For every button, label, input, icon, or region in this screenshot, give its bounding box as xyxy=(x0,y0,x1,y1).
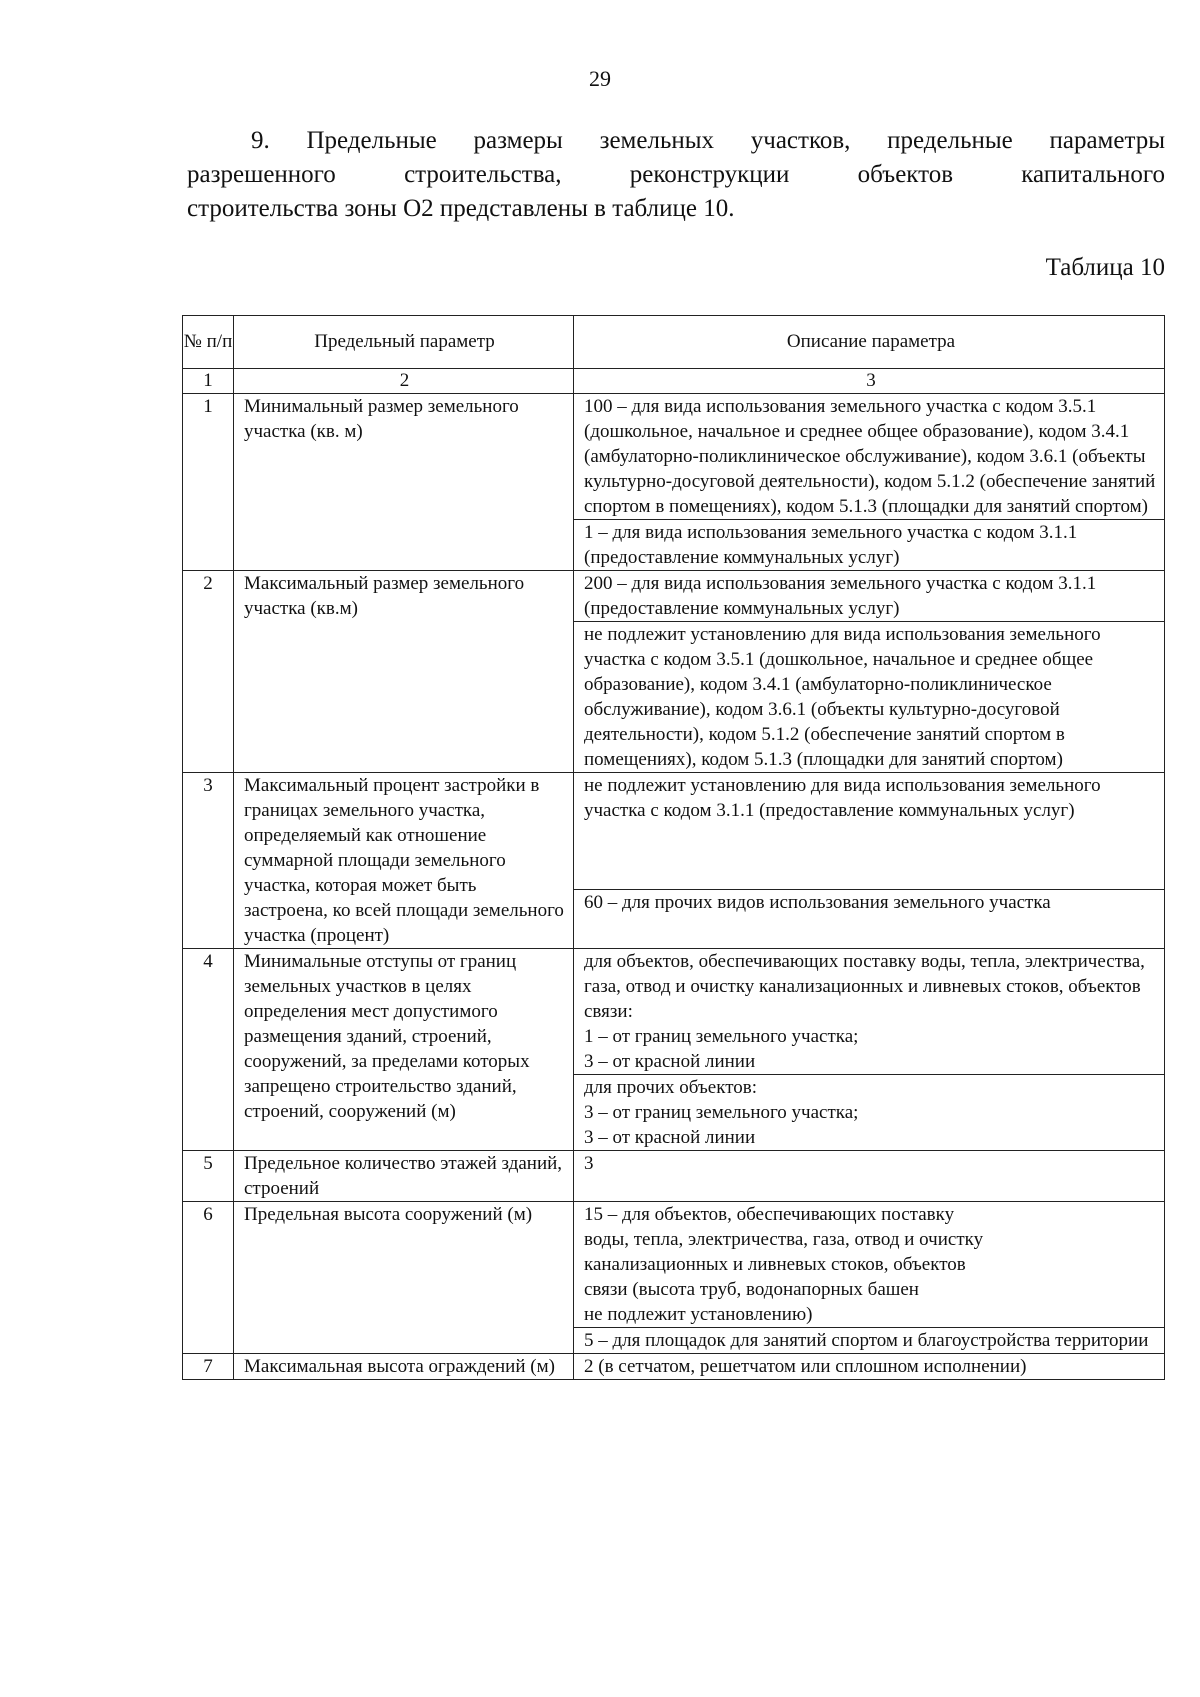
row-description: 2 (в сетчатом, решетчатом или сплошном исполнении) xyxy=(574,1354,1165,1380)
row-number: 4 xyxy=(183,949,234,1151)
row-parameter: Максимальный процент застройки в границах земельного участка, определяемый как отношение суммарной площади земельного участка, которая может быть застроена, ко всей площади земельного участка (процент) xyxy=(234,773,574,949)
table-row xyxy=(183,1151,1165,1202)
column-numbers-row xyxy=(183,369,1165,394)
intro-paragraph xyxy=(187,124,1165,226)
column-number: 1 xyxy=(183,369,234,394)
header-num: № п/п xyxy=(183,316,234,369)
intro-line: 9. Предельные размеры земельных участков, предельные параметры xyxy=(251,127,1165,154)
table-row xyxy=(183,1202,1165,1328)
row-parameter: Минимальный размер земельного участка (кв. м) xyxy=(234,394,574,571)
row-description: 15 – для объектов, обеспечивающих поставку воды, тепла, электричества, газа, отвод и очистку канализационных и ливневых стоков, объектов связи (высота труб, водонапорных башен не подлежит установлению) xyxy=(574,1202,1165,1328)
row-description: 3 xyxy=(574,1151,1165,1202)
row-parameter: Максимальная высота ограждений (м) xyxy=(234,1354,574,1380)
row-description: 100 – для вида использования земельного участка с кодом 3.5.1 (дошкольное, начальное и среднее общее образование), кодом 3.4.1 (амбулаторно-поликлиническое обслуживание), кодом 3.6.1 (объекты культурно-досуговой деятельности), кодом 5.1.2 (обеспечение занятий спортом в помещениях), кодом 5.1.3 (площадки для занятий спортом) xyxy=(574,394,1165,520)
row-parameter: Максимальный размер земельного участка (кв.м) xyxy=(234,571,574,773)
row-description: 1 – для вида использования земельного участка с кодом 3.1.1 (предоставление коммунальных услуг) xyxy=(574,520,1165,571)
row-number: 1 xyxy=(183,394,234,571)
table-row xyxy=(183,949,1165,1075)
row-parameter: Минимальные отступы от границ земельных участков в целях определения мест допустимого размещения зданий, строений, сооружений, за пределами которых запрещено строительство зданий, строений, сооружений (м) xyxy=(234,949,574,1151)
row-parameter: Предельная высота сооружений (м) xyxy=(234,1202,574,1354)
page-number: 29 xyxy=(589,66,611,91)
row-description: для прочих объектов: 3 – от границ земельного участка; 3 – от красной линии xyxy=(574,1075,1165,1151)
table-header-row xyxy=(183,316,1165,369)
row-description: 200 – для вида использования земельного участка с кодом 3.1.1 (предоставление коммунальных услуг) xyxy=(574,571,1165,622)
intro-line: разрешенного строительства, реконструкции объектов капитального xyxy=(187,161,1165,188)
row-description: 5 – для площадок для занятий спортом и благоустройства территории xyxy=(574,1328,1165,1354)
intro-line: строительства зоны О2 представлены в таблице 10. xyxy=(187,195,735,222)
row-description: 60 – для прочих видов использования земельного участка xyxy=(574,889,1165,948)
row-description: не подлежит установлению для вида использования земельного участка с кодом 3.1.1 (предоставление коммунальных услуг) xyxy=(574,773,1165,890)
row-parameter: Предельное количество этажей зданий, строений xyxy=(234,1151,574,1202)
table-caption: Таблица 10 xyxy=(1045,254,1165,281)
table-row xyxy=(183,571,1165,622)
row-description: не подлежит установлению для вида использования земельного участка с кодом 3.5.1 (дошкольное, начальное и среднее общее образование), кодом 3.4.1 (амбулаторно-поликлиническое обслуживание), кодом 3.6.1 (объекты культурно-досуговой деятельности), кодом 5.1.2 (обеспечение занятий спортом в помещениях), кодом 5.1.3 (площадки для занятий спортом) xyxy=(574,622,1165,773)
row-number: 2 xyxy=(183,571,234,773)
row-number: 6 xyxy=(183,1202,234,1354)
row-number: 3 xyxy=(183,773,234,949)
header-param: Предельный параметр xyxy=(234,316,574,369)
column-number: 3 xyxy=(574,369,1165,394)
table-row xyxy=(183,1354,1165,1380)
row-number: 5 xyxy=(183,1151,234,1202)
table-row xyxy=(183,773,1165,890)
column-number: 2 xyxy=(234,369,574,394)
parameters-table xyxy=(182,315,1165,1380)
header-desc: Описание параметра xyxy=(574,316,1165,369)
row-number: 7 xyxy=(183,1354,234,1380)
table-row xyxy=(183,394,1165,520)
row-description: для объектов, обеспечивающих поставку воды, тепла, электричества, газа, отвод и очистку канализационных и ливневых стоков, объектов связи: 1 – от границ земельного участка; 3 – от красной линии xyxy=(574,949,1165,1075)
